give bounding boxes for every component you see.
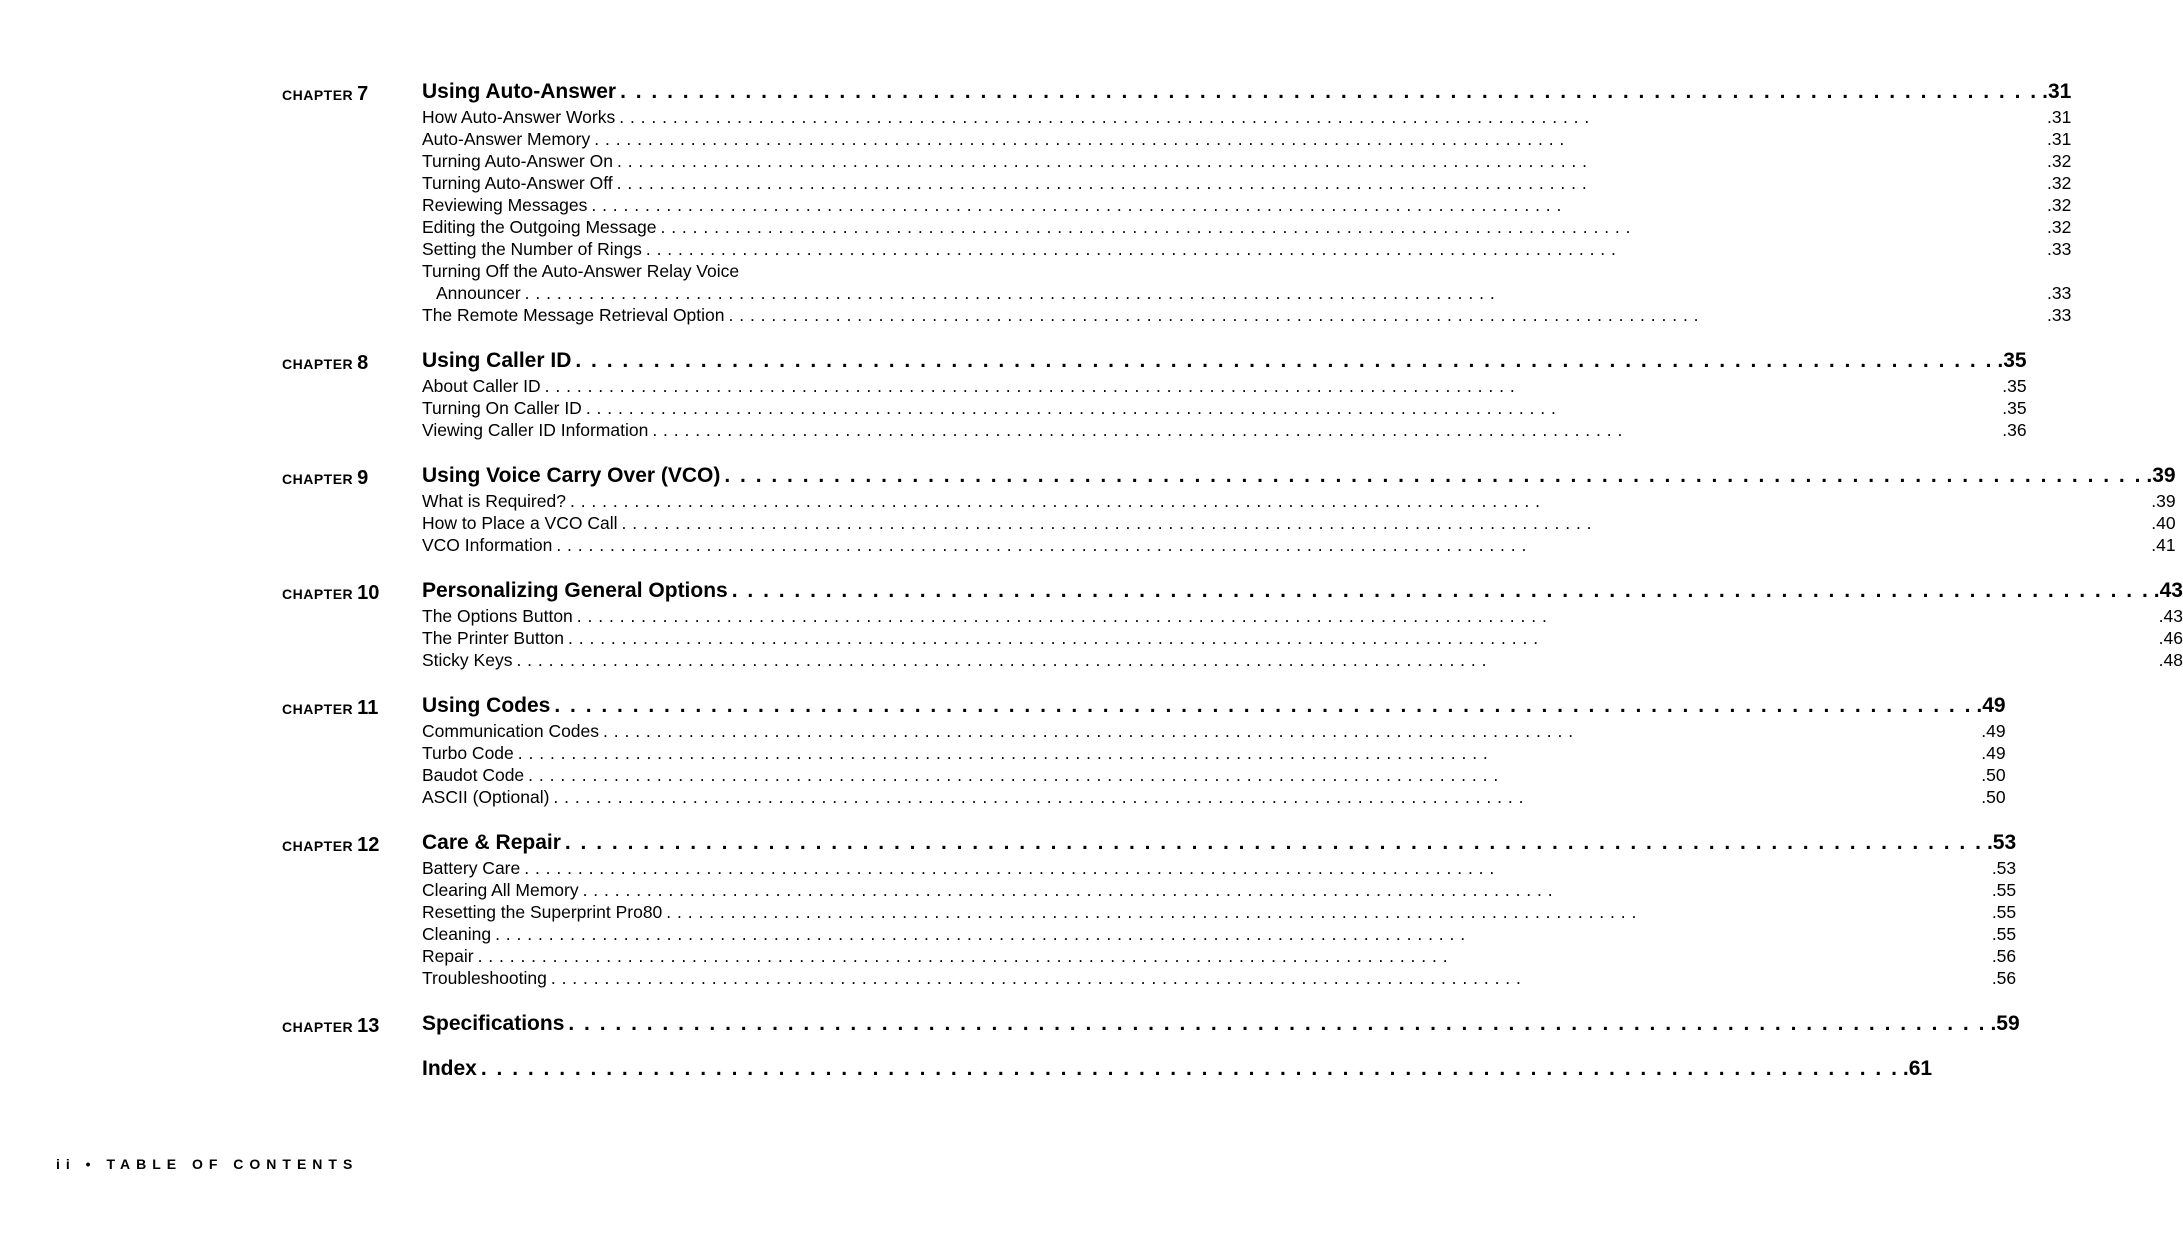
dot-leader bbox=[575, 349, 1993, 373]
dot-leader bbox=[603, 721, 1977, 742]
dot-leader bbox=[583, 880, 1988, 901]
chapter-number: 8 bbox=[357, 352, 369, 374]
dot-leader bbox=[495, 924, 1988, 945]
entry-page: .35 bbox=[2002, 376, 2027, 396]
chapter-heading[interactable] bbox=[422, 831, 2016, 858]
entry-page: .33 bbox=[2046, 305, 2072, 325]
chapter-heading[interactable] bbox=[422, 349, 2027, 376]
dot-leader bbox=[646, 239, 2043, 260]
toc-entry[interactable] bbox=[422, 513, 2176, 535]
toc-entry[interactable] bbox=[422, 924, 2016, 946]
entry-title: Turning Auto-Answer On bbox=[422, 151, 613, 171]
toc-entry[interactable] bbox=[422, 129, 2071, 151]
chapter-8 bbox=[282, 349, 2027, 442]
entry-page: .55 bbox=[1991, 880, 2017, 900]
entry-title: Troubleshooting bbox=[422, 968, 547, 988]
toc-entry[interactable] bbox=[422, 650, 2183, 672]
entry-title: Clearing All Memory bbox=[422, 880, 579, 900]
toc-entry[interactable] bbox=[422, 721, 2006, 743]
chapter-heading[interactable] bbox=[422, 1057, 1932, 1084]
entry-page: .32 bbox=[2046, 195, 2072, 215]
chapter-label bbox=[282, 80, 422, 327]
entry-page: .50 bbox=[1981, 787, 2006, 807]
entry-title: What is Required? bbox=[422, 491, 566, 511]
chapter-page: .43 bbox=[2153, 579, 2183, 602]
dot-leader bbox=[568, 628, 2155, 649]
entry-page: .31 bbox=[2046, 107, 2072, 127]
entry-title: Setting the Number of Rings bbox=[422, 239, 642, 259]
toc-entry[interactable] bbox=[422, 880, 2016, 902]
dot-leader bbox=[525, 283, 2043, 304]
entry-title: Repair bbox=[422, 946, 474, 966]
toc-entry[interactable] bbox=[422, 376, 2027, 398]
toc-entry[interactable] bbox=[422, 217, 2071, 239]
entry-title: VCO Information bbox=[422, 535, 553, 555]
toc-entry[interactable] bbox=[422, 535, 2176, 557]
page-footer: ii • TABLE OF CONTENTS bbox=[56, 1156, 359, 1172]
entry-title: How Auto-Answer Works bbox=[422, 107, 616, 127]
toc-entry[interactable] bbox=[422, 628, 2183, 650]
entry-page: .56 bbox=[1991, 968, 2017, 988]
chapter-heading[interactable] bbox=[422, 1012, 2020, 1039]
chapter-label bbox=[282, 1012, 422, 1039]
toc-entry[interactable] bbox=[422, 420, 2027, 442]
chapter-page: .35 bbox=[1997, 349, 2027, 372]
entry-title: Communication Codes bbox=[422, 721, 600, 741]
dot-leader bbox=[524, 858, 1988, 879]
toc-entry[interactable] bbox=[422, 398, 2027, 420]
entry-page: .43 bbox=[2158, 606, 2183, 626]
entry-page: .56 bbox=[1991, 946, 2017, 966]
chapter-number: 10 bbox=[357, 582, 380, 604]
entry-page: .33 bbox=[2046, 283, 2072, 303]
dot-leader bbox=[732, 579, 2150, 603]
chapter-10 bbox=[282, 579, 2183, 672]
chapter-page: .31 bbox=[2042, 80, 2072, 103]
chapter-label bbox=[282, 349, 422, 442]
entry-title: Turning Off the Auto-Answer Relay Voice bbox=[422, 261, 740, 281]
table-of-contents bbox=[282, 80, 2183, 1084]
toc-entry[interactable] bbox=[422, 491, 2176, 513]
chapter-page: .53 bbox=[1986, 831, 2017, 854]
chapter-word: CHAPTER bbox=[282, 471, 354, 487]
toc-entry[interactable] bbox=[422, 261, 2071, 283]
entry-title: Viewing Caller ID Information bbox=[422, 420, 649, 440]
entry-title: Baudot Code bbox=[422, 765, 525, 785]
entry-title: The Options Button bbox=[422, 606, 573, 626]
entry-title: Battery Care bbox=[422, 858, 521, 878]
chapter-label bbox=[282, 694, 422, 809]
dot-leader bbox=[617, 151, 2043, 172]
toc-entry[interactable] bbox=[422, 787, 2006, 809]
chapter-number: 13 bbox=[357, 1015, 380, 1037]
chapter-9 bbox=[282, 464, 2176, 557]
dot-leader bbox=[553, 787, 1977, 808]
chapter-title: Specifications bbox=[422, 1012, 565, 1035]
chapter-page: .49 bbox=[1976, 694, 2006, 717]
chapter-11 bbox=[282, 694, 2006, 809]
dot-leader bbox=[617, 173, 2043, 194]
entry-page: .46 bbox=[2158, 628, 2183, 648]
chapter-label bbox=[282, 831, 422, 990]
entry-title: How to Place a VCO Call bbox=[422, 513, 618, 533]
toc-entry[interactable] bbox=[422, 743, 2006, 765]
entry-page: .40 bbox=[2151, 513, 2176, 533]
chapter-page: .59 bbox=[1990, 1012, 2020, 1035]
entry-page: .32 bbox=[2046, 151, 2072, 171]
chapter-title: Using Codes bbox=[422, 694, 551, 717]
entry-page: .53 bbox=[1991, 858, 2017, 878]
dot-leader bbox=[478, 946, 1988, 967]
entry-page: .55 bbox=[1991, 902, 2017, 922]
chapter-number: 11 bbox=[357, 697, 379, 719]
entry-page: .50 bbox=[1981, 765, 2006, 785]
dot-leader bbox=[570, 491, 2147, 512]
entry-title: ASCII (Optional) bbox=[422, 787, 550, 807]
dot-leader bbox=[620, 80, 2038, 104]
toc-entry[interactable] bbox=[422, 765, 2006, 787]
entry-title: About Caller ID bbox=[422, 376, 541, 396]
dot-leader bbox=[660, 217, 2043, 238]
entry-title-continuation: Announcer bbox=[436, 283, 521, 303]
dot-leader bbox=[729, 305, 2043, 326]
entry-page: .48 bbox=[2158, 650, 2183, 670]
toc-entry[interactable] bbox=[422, 902, 2016, 924]
chapter-12 bbox=[282, 831, 2017, 990]
dot-leader bbox=[619, 107, 2043, 128]
chapter-number: 7 bbox=[357, 83, 369, 105]
dot-leader bbox=[516, 650, 2154, 671]
chapter-word: CHAPTER bbox=[282, 701, 354, 717]
chapter-word: CHAPTER bbox=[282, 838, 354, 854]
chapter-word: CHAPTER bbox=[282, 1019, 354, 1035]
chapter-number: 9 bbox=[357, 467, 369, 489]
chapter-page: .61 bbox=[1902, 1057, 1933, 1080]
entry-title: Auto-Answer Memory bbox=[422, 129, 591, 149]
toc-entry[interactable] bbox=[422, 107, 2071, 129]
dot-leader bbox=[568, 1012, 1986, 1036]
entry-page: .49 bbox=[1981, 721, 2006, 741]
entry-page: .32 bbox=[2046, 173, 2072, 193]
chapter-7 bbox=[282, 80, 2072, 327]
entry-title: Editing the Outgoing Message bbox=[422, 217, 657, 237]
chapter-title: Using Voice Carry Over (VCO) bbox=[422, 464, 721, 487]
entry-page: .33 bbox=[2046, 239, 2072, 259]
chapter-13 bbox=[282, 1012, 2020, 1039]
chapter-heading[interactable] bbox=[422, 464, 2176, 491]
dot-leader bbox=[565, 831, 1983, 855]
dot-leader bbox=[652, 420, 1998, 441]
dot-leader bbox=[551, 968, 1988, 989]
entry-title: Resetting the Superprint Pro80 bbox=[422, 902, 663, 922]
entry-title: Turbo Code bbox=[422, 743, 514, 763]
chapter-word: CHAPTER bbox=[282, 356, 354, 372]
toc-entry[interactable] bbox=[422, 305, 2071, 327]
dot-leader bbox=[586, 398, 1998, 419]
chapter-label bbox=[282, 464, 422, 557]
entry-page: .36 bbox=[2002, 420, 2027, 440]
toc-entry[interactable] bbox=[422, 195, 2071, 217]
chapter-word: CHAPTER bbox=[282, 586, 354, 602]
chapter-title: Using Auto-Answer bbox=[422, 80, 617, 103]
entry-page: .31 bbox=[2046, 129, 2072, 149]
toc-entry[interactable] bbox=[422, 968, 2016, 990]
toc-entry[interactable] bbox=[422, 858, 2016, 880]
toc-entry[interactable] bbox=[422, 151, 2071, 173]
entry-page: .39 bbox=[2151, 491, 2176, 511]
dot-leader bbox=[594, 129, 2043, 150]
chapter-label bbox=[282, 1057, 422, 1084]
chapter-heading[interactable] bbox=[422, 694, 2006, 721]
entry-title: The Printer Button bbox=[422, 628, 565, 648]
entry-page: .35 bbox=[2002, 398, 2027, 418]
toc-entry-continuation[interactable] bbox=[422, 283, 2071, 305]
dot-leader bbox=[528, 765, 1977, 786]
entry-title: Turning Auto-Answer Off bbox=[422, 173, 613, 193]
chapter-title: Personalizing General Options bbox=[422, 579, 728, 602]
entry-page: .32 bbox=[2046, 217, 2072, 237]
dot-leader bbox=[518, 743, 1978, 764]
chapter-label bbox=[282, 579, 422, 672]
chapter-heading[interactable] bbox=[422, 80, 2071, 107]
chapter-title: Care & Repair bbox=[422, 831, 561, 854]
entry-title: The Remote Message Retrieval Option bbox=[422, 305, 725, 325]
dot-leader bbox=[554, 694, 1972, 718]
dot-leader bbox=[481, 1057, 1899, 1081]
chapter-title: Using Caller ID bbox=[422, 349, 572, 372]
toc-entry[interactable] bbox=[422, 239, 2071, 261]
entry-title: Reviewing Messages bbox=[422, 195, 588, 215]
toc-entry[interactable] bbox=[422, 606, 2183, 628]
dot-leader bbox=[556, 535, 2147, 556]
chapter-page: .39 bbox=[2146, 464, 2176, 487]
entry-title: Sticky Keys bbox=[422, 650, 513, 670]
chapter-index bbox=[282, 1057, 1933, 1084]
dot-leader bbox=[545, 376, 1999, 397]
entry-page: .41 bbox=[2151, 535, 2176, 555]
entry-title: Turning On Caller ID bbox=[422, 398, 582, 418]
toc-entry[interactable] bbox=[422, 946, 2016, 968]
chapter-word: CHAPTER bbox=[282, 87, 354, 103]
dot-leader bbox=[591, 195, 2043, 216]
dot-leader bbox=[622, 513, 2148, 534]
chapter-heading[interactable] bbox=[422, 579, 2183, 606]
dot-leader bbox=[577, 606, 2155, 627]
entry-page: .49 bbox=[1981, 743, 2006, 763]
entry-title: Cleaning bbox=[422, 924, 492, 944]
dot-leader bbox=[666, 902, 1988, 923]
dot-leader bbox=[724, 464, 2142, 488]
chapter-number: 12 bbox=[357, 834, 380, 856]
entry-page: .55 bbox=[1991, 924, 2017, 944]
chapter-title: Index bbox=[422, 1057, 477, 1080]
toc-entry[interactable] bbox=[422, 173, 2071, 195]
